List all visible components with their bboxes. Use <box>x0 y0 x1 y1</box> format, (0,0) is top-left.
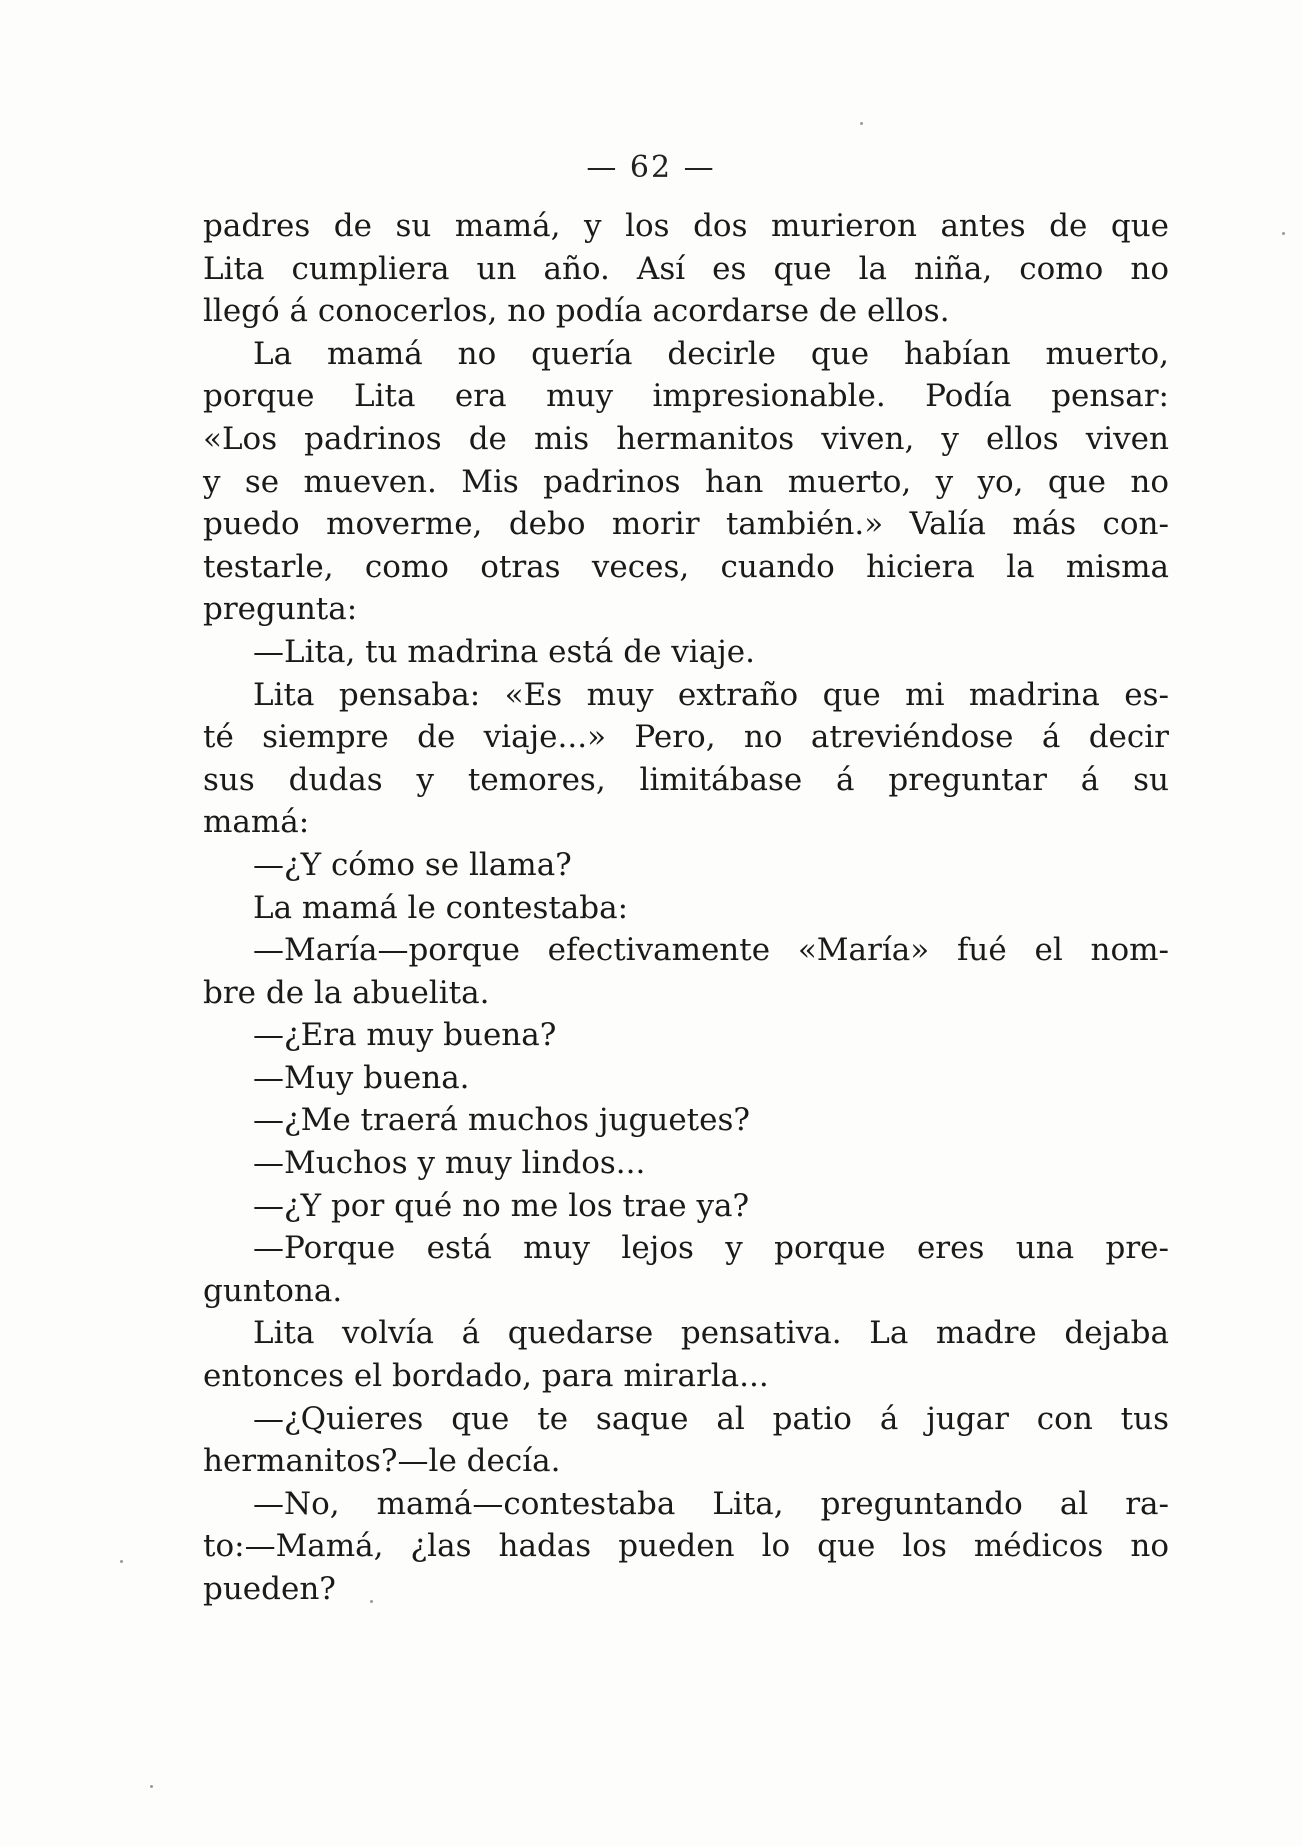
page-number: — 62 — <box>586 150 716 185</box>
text-line: y se mueven. Mis padrinos han muerto, y yo, que no <box>203 463 1169 500</box>
text-line: llegó á conocerlos, no podía acordarse de ellos. <box>203 293 950 330</box>
text-line: La mamá le contestaba: <box>253 889 629 926</box>
text-line: —¿Me traerá muchos juguetes? <box>253 1102 750 1139</box>
paper-speck <box>1282 232 1285 235</box>
text-line: pueden? <box>203 1571 336 1607</box>
text-line: —¿Y cómo se llama? <box>253 846 572 883</box>
text-line: La mamá no quería decirle que habían muerto, <box>253 335 1169 372</box>
text-line: —Muy buena. <box>253 1059 470 1096</box>
text-line: Lita cumpliera un año. Así es que la niña, como no <box>203 250 1169 287</box>
text-line: «Los padrinos de mis hermanitos viven, y ellos viven <box>203 420 1169 457</box>
text-line: —Lita, tu madrina está de viaje. <box>253 633 755 670</box>
paper-speck <box>370 1600 373 1603</box>
text-line: porque Lita era muy impresionable. Podía pensar: <box>203 378 1169 415</box>
paper-speck <box>120 1560 123 1563</box>
text-line: mamá: <box>203 804 310 841</box>
text-line: to:—Mamá, ¿las hadas pueden lo que los médicos no <box>203 1528 1169 1565</box>
paper-speck <box>860 122 863 125</box>
text-line: hermanitos?—le decía. <box>203 1443 561 1480</box>
text-line: —Muchos y muy lindos... <box>253 1145 646 1182</box>
text-line: té siempre de viaje...» Pero, no atreviéndose á decir <box>203 719 1169 756</box>
text-line: guntona. <box>203 1272 343 1309</box>
text-line: —Porque está muy lejos y porque eres una pre- <box>253 1230 1169 1267</box>
text-line: —No, mamá—contestaba Lita, preguntando al ra- <box>253 1485 1169 1522</box>
text-line: entonces el bordado, para mirarla... <box>203 1358 769 1395</box>
text-line: padres de su mamá, y los dos murieron antes de que <box>203 208 1169 244</box>
text-line: testarle, como otras veces, cuando hiciera la misma <box>203 548 1169 585</box>
text-line: —María—porque efectivamente «María» fué el nom- <box>253 932 1169 969</box>
text-line: —¿Quieres que te saque al patio á jugar con tus <box>253 1400 1169 1437</box>
body-text <box>203 205 1169 1611</box>
text-line: —¿Era muy buena? <box>253 1017 557 1054</box>
text-line: bre de la abuelita. <box>203 974 490 1011</box>
text-line: pregunta: <box>203 591 358 628</box>
text-line: Lita pensaba: «Es muy extraño que mi madrina es- <box>253 676 1169 713</box>
text-line: —¿Y por qué no me los trae ya? <box>253 1187 750 1224</box>
text-line: Lita volvía á quedarse pensativa. La madre dejaba <box>253 1315 1169 1352</box>
text-line: sus dudas y temores, limitábase á preguntar á su <box>203 761 1169 798</box>
text-line: puedo moverme, debo morir también.» Valía más con- <box>203 506 1169 543</box>
paper-speck <box>150 1785 153 1788</box>
